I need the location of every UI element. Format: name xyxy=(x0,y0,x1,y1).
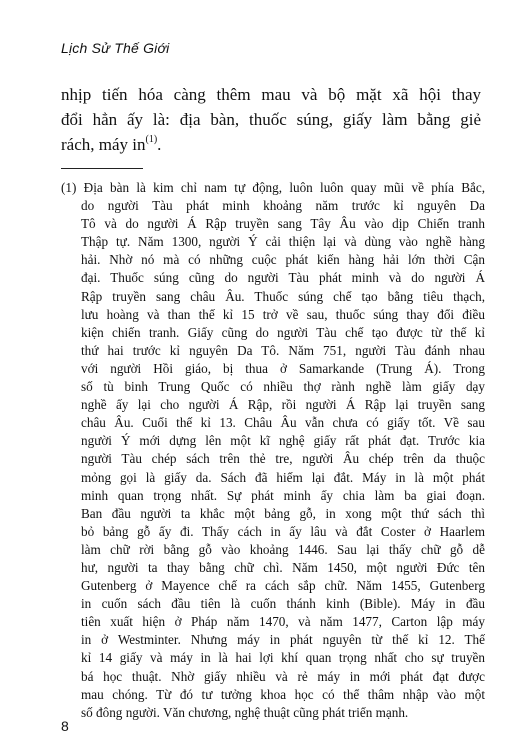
footnote-line: tiên xuất hiện ở Pháp năm 1470, và năm 1477, Carton lập máy xyxy=(81,614,485,630)
footnote-line: đại. Thuốc súng cũng do người Tàu phát minh và do người Á xyxy=(81,270,485,286)
footnote-line: số đông người. Văn chương, nghệ thuật cũng phát triển mạnh. xyxy=(81,704,409,720)
footnote-line: người Tàu chép sách trên thẻ tre, người Âu chép trên da thuộc xyxy=(81,451,485,467)
footnote-line: hư, người ta thay bằng chữ chì. Năm 1450, một người Đức tên xyxy=(81,559,485,575)
footnote-line: bá học thuật. Nhờ giấy nhiều và rẻ máy in mới phát đạt được xyxy=(81,668,485,684)
footnote-line: mau chóng. Từ đó tư tưởng khoa học có thể thâm nhập vào một xyxy=(81,686,485,702)
footnote-line: Rập truyền sang châu Âu. Thuốc súng chế tạo bằng tiêu thạch, xyxy=(81,288,485,304)
footnote-line: Thập tự. Năm 1300, người Ý cải thiện lại và dùng vào nghề hàng xyxy=(81,234,485,250)
footnote-line: mỏng gọi là giấy da. Sách đã hiếm lại đắt. Máy in là một phát xyxy=(81,469,485,485)
footnote-line: do người Tàu phát minh khoảng năm trước kỉ nguyên Da xyxy=(81,198,485,214)
footnote-line: Tô và do người Á Rập truyền sang Tây Âu vào dịp Chiến tranh xyxy=(81,216,485,232)
body-line-last xyxy=(61,132,481,157)
footnote-line: thứ hai trước kỉ nguyên Da Tô. Năm 751, người Tàu đánh nhau xyxy=(81,342,485,358)
footnote-line: Ban đầu người ta khắc một bảng gỗ, in xong một thứ sách thì xyxy=(81,505,485,521)
footnote-line: với người Hồi giáo, bị thua ở Samarkande (Trung Á). Trong xyxy=(81,360,485,376)
body-line: đổi hẳn ấy là: địa bàn, thuốc súng, giấy làm bằng giẻ xyxy=(61,110,481,129)
footnote-line: kỉ 14 giấy và máy in là hai lợi khí quan trọng nhất cho sự truyền xyxy=(81,650,485,666)
footnote-line-text: Địa bàn là kim chỉ nam tự động, luôn luôn quay mũi về phía Bắc, xyxy=(83,180,485,195)
footnote-line: làm chữ rời bằng gỗ vào khoảng 1446. Sau lại thấy chữ gỗ dễ xyxy=(81,541,485,557)
footnote-line: Gutenberg ở Mayence chế ra cách sắp chữ. Năm 1455, Gutenberg xyxy=(81,578,485,594)
footnote-line: người Ý mới dựng lên một kĩ nghệ giấy rất phát đạt. Trước kia xyxy=(81,433,485,449)
footnote-line: lưu hoàng và than thế kỉ 15 trở về sau, thuốc súng thay đổi điều xyxy=(81,306,485,322)
footnote-line: in cuốn sách đầu tiên là cuốn thánh kinh (Bible). Máy in đầu xyxy=(81,596,485,612)
body-line-text: rách, máy in xyxy=(61,135,146,154)
footnote-line: minh quan trọng nhất. Sự phát minh ấy chia làm ba giai đoạn. xyxy=(81,487,485,503)
body-line: nhịp tiến hóa càng thêm mau và bộ mặt xã hội thay xyxy=(61,85,481,104)
footnote-line xyxy=(61,179,485,197)
footnote xyxy=(61,179,485,722)
footnote-line: nghề ấy lại cho người Á Rập, rồi người Á Rập lại truyền sang xyxy=(81,397,485,413)
footnote-line: hải. Nhờ nó mà có những cuộc phát kiến hàng hải lớn thời Cận xyxy=(81,252,485,268)
body-paragraph xyxy=(61,82,481,157)
body-end-punct: . xyxy=(157,135,162,154)
running-header: Lịch Sử Thế Giới xyxy=(61,40,170,56)
footnote-reference[interactable]: (1) xyxy=(145,134,158,146)
footnote-line: số tù binh Trung Quốc có nhiều thợ rành nghề làm giấy dạy xyxy=(81,379,485,395)
footnote-line: kiện chiến tranh. Giấy cũng do người Tàu chế tạo được từ thế kỉ xyxy=(81,324,485,340)
footnote-line: bỏ bảng gỗ ấy đi. Thấy cách in ấy lâu và đắt Coster ở Haarlem xyxy=(81,523,485,539)
footnote-line: châu Âu. Cuối thế kỉ 13. Châu Âu vẫn chưa có giấy tốt. Về sau xyxy=(81,415,485,431)
footnote-marker: (1) xyxy=(61,180,84,195)
page-number: 8 xyxy=(61,718,69,734)
footnote-line: in ở Westminter. Nhưng máy in phát nguyên từ thế kỉ 12. Thế xyxy=(81,632,485,648)
footnote-divider xyxy=(61,168,143,169)
